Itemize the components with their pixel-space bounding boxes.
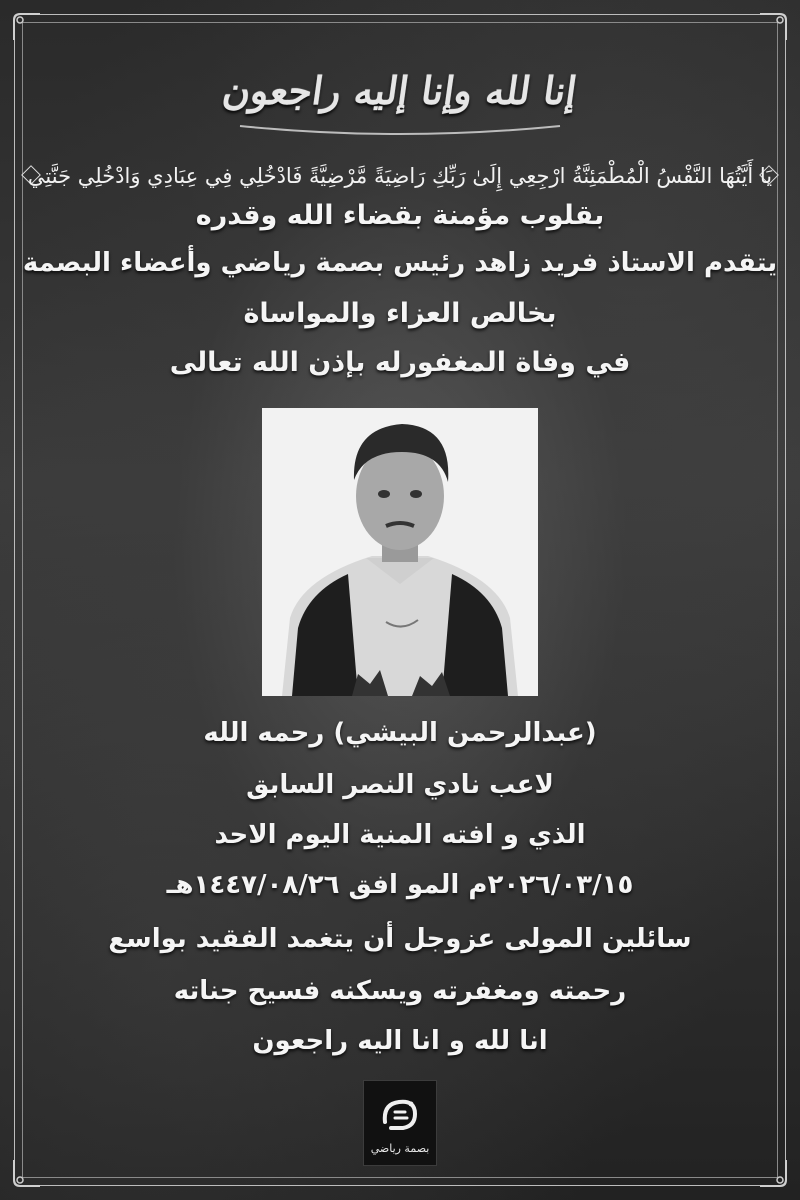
calligraphy-text: إنا لله وإنا إليه راجعون (220, 67, 580, 113)
intro-line-1: بقلوب مؤمنة بقضاء الله وقدره (195, 200, 605, 231)
passing-date: ٢٠٢٦/٠٣/١٥م المو افق ١٤٤٧/٠٨/٢٦هـ (166, 870, 634, 900)
deceased-photo (262, 408, 538, 696)
intro-line-4: في وفاة المغفورله بإذن الله تعالى (169, 347, 631, 378)
intro-line-2: يتقدم الاستاذ فريد زاهد رئيس بصمة رياضي وأعضاء البصمة (22, 248, 778, 278)
basma-riyadi-logo (363, 1080, 437, 1166)
corner-ornament-icon (756, 10, 790, 44)
closing-line-2: رحمته ومغفرته ويسكنه فسيح جناته (173, 976, 627, 1006)
quran-verse: يَا أَيَّتُهَا النَّفْسُ الْمُطْمَئِنَّةُ ارْجِعِي إِلَىٰ رَبِّكِ رَاضِيَةً مَّرْضِيَّةً فَادْخُلِي فِي عِبَادِي وَادْخُلِي جَنَّتِي (27, 164, 773, 188)
logo-text: بصمة رياضي (370, 1141, 430, 1155)
corner-ornament-icon (10, 1156, 44, 1190)
intro-line-3: بخالص العزاء والمواساة (243, 298, 557, 329)
basma-riyadi-logo-icon (377, 1092, 423, 1138)
closing-line-1: سائلين المولى عزوجل أن يتغمد الفقيد بواسع (108, 924, 692, 954)
quran-verse-row (26, 158, 774, 194)
deceased-name: (عبدالرحمن البيشي) رحمه الله (203, 718, 597, 748)
corner-ornament-icon (756, 1156, 790, 1190)
corner-ornament-icon (10, 10, 44, 44)
closing-line-3: انا لله و انا اليه راجعون (252, 1026, 548, 1056)
deceased-title: لاعب نادي النصر السابق (246, 770, 554, 800)
calligraphy-swash-icon (230, 120, 570, 140)
passing-line: الذي و افته المنية اليوم الاحد (214, 820, 586, 850)
